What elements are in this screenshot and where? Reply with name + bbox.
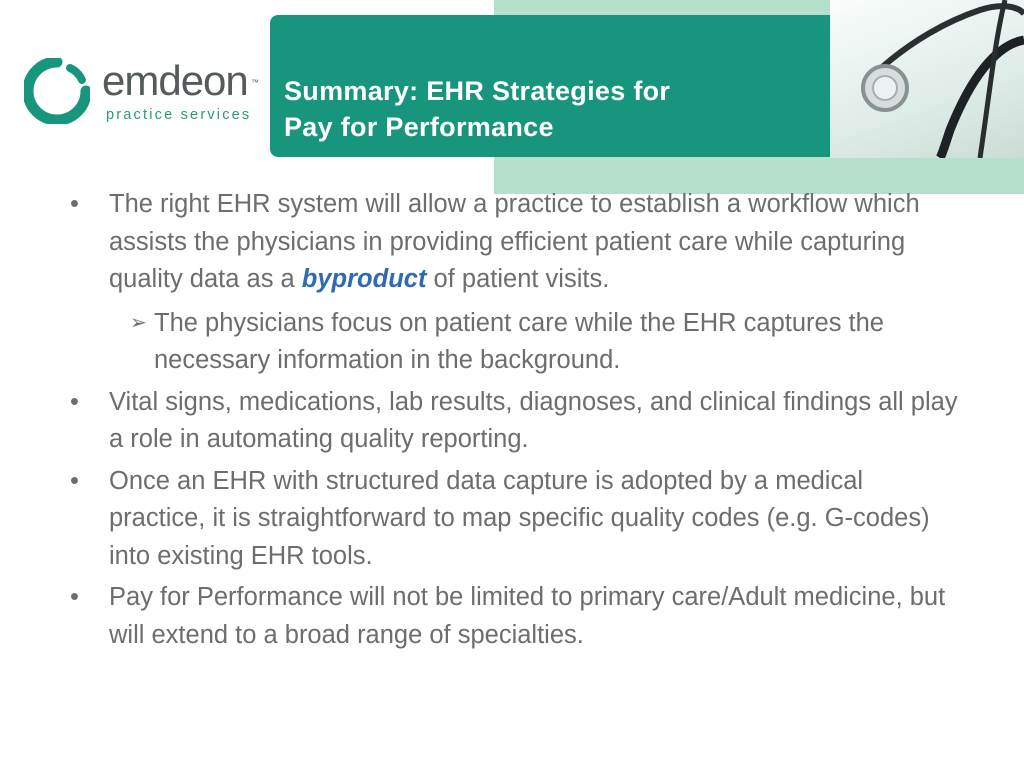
sub-bullet-item [66,305,966,380]
logo-tagline: practice services [106,107,252,123]
logo-trademark: ™ [251,78,259,87]
emdeon-swirl-logo-icon [24,58,90,124]
bullet-item [66,579,966,654]
bullet-text: The right EHR system will allow a practice to establish a workflow which assists the physicians in providing efficient patient care while capturing quality data as a [109,190,920,293]
stethoscope-icon [830,0,1024,158]
bullet-item [66,463,966,576]
logo-wordmark: emdeon [102,57,248,104]
slide-title-line-2: Pay for Performance [284,112,554,142]
bullet-glyph: • [70,583,79,611]
slide-title [284,73,824,145]
emdeon-logo [24,56,264,136]
bullet-item [66,384,966,459]
bullet-text: Once an EHR with structured data capture is adopted by a medical practice, it is straightforward to map specific quality codes (e.g. G-codes) into existing EHR tools. [109,466,930,570]
bullet-glyph: • [70,466,79,495]
bullet-glyph: • [70,387,79,416]
bullet-text: of patient visits. [426,265,610,293]
arrow-bullet-icon: ➢ [130,311,147,334]
bullet-text: Vital signs, medications, lab results, diagnoses, and clinical findings all play a role in automating quality reporting. [109,387,958,453]
bullet-text: Pay for Performance will not be limited to primary care/Adult medicine, but will extend to a broad range of specialties. [109,583,946,649]
slide-title-line-1: Summary: EHR Strategies for [284,76,671,106]
bullet-item [66,186,966,299]
stethoscope-photo [830,0,1024,158]
slide-body [66,186,966,658]
sub-bullet-text: The physicians focus on patient care while the EHR captures the necessary information in the background. [154,308,884,374]
bullet-glyph: • [70,190,79,218]
bullet-emphasis: byproduct [301,265,427,293]
